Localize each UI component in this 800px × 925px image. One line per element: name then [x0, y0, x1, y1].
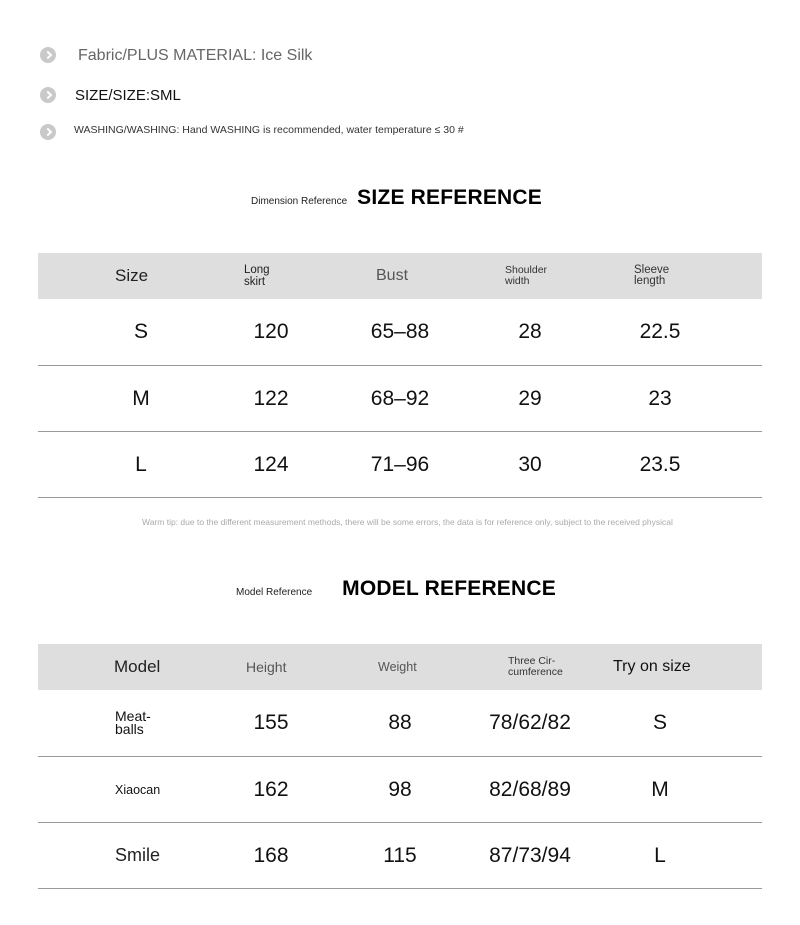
try-on-size-cell: L [654, 843, 666, 867]
model-reference-subtitle: Model Reference [236, 587, 313, 598]
sleeve-length-cell: 23 [648, 386, 672, 410]
long-skirt-cell: 120 [253, 320, 289, 343]
shoulder-width-cell: 29 [518, 386, 542, 410]
size-reference-title: SIZE REFERENCE [357, 186, 542, 209]
long-skirt-cell: 124 [253, 452, 289, 476]
header-sleeve-length: Sleeve length [634, 264, 670, 287]
three-circumference-cell: 87/73/94 [489, 843, 571, 867]
model-name-cell: Xiaocan [115, 782, 161, 797]
height-cell: 168 [253, 843, 289, 867]
height-cell: 155 [253, 711, 289, 734]
weight-cell: 115 [383, 843, 417, 867]
shoulder-width-cell: 28 [518, 320, 542, 343]
bust-cell: 68–92 [370, 386, 430, 410]
chevron-right-circle-icon [40, 87, 56, 103]
model-name-cell: Meat-balls [115, 708, 151, 737]
header-try-on-size: Try on size [613, 658, 691, 675]
chevron-right-circle-icon [40, 124, 56, 140]
model-table-header [38, 644, 762, 690]
table-row [38, 366, 762, 432]
size-cell: L [135, 452, 147, 476]
height-cell: 162 [253, 777, 289, 801]
table-row [38, 432, 762, 498]
table-row [38, 823, 762, 889]
warm-tip: Warm tip: due to the different measurement methods, there will be some errors, the data is for reference only, subject to the received physical [142, 517, 673, 527]
header-weight: Weight [378, 660, 417, 674]
model-table [38, 644, 762, 889]
bust-cell: 65–88 [370, 320, 430, 343]
header-shoulder-width: Shoulder width [505, 264, 548, 287]
size-cell: M [132, 386, 150, 410]
info-washing-text: WASHING/WASHING: Hand WASHING is recommended, water temperature ≤ 30 # [74, 124, 464, 136]
size-reference-heading [251, 186, 542, 210]
sleeve-length-cell: 23.5 [639, 452, 681, 476]
weight-cell: 88 [388, 711, 412, 734]
size-table-header [38, 253, 762, 299]
size-table [38, 253, 762, 498]
header-model: Model [114, 657, 161, 676]
chevron-right-circle-icon [40, 47, 56, 63]
header-height: Height [246, 659, 287, 675]
info-size-text: SIZE/SIZE:SML [75, 87, 181, 104]
info-fabric [40, 47, 312, 65]
info-fabric-text: Fabric/PLUS MATERIAL: Ice Silk [78, 47, 313, 64]
info-washing [40, 124, 464, 140]
header-three-circumference: Three Cir-cumference [508, 655, 563, 678]
bust-cell: 71–96 [370, 452, 430, 476]
sleeve-length-cell: 22.5 [639, 320, 681, 343]
info-size [40, 87, 181, 104]
table-row [38, 757, 762, 823]
model-reference-title: MODEL REFERENCE [342, 577, 556, 600]
table-row [38, 299, 762, 366]
model-name-cell: Smile [115, 845, 161, 865]
table-row [38, 690, 762, 757]
model-reference-heading [236, 577, 556, 601]
three-circumference-cell: 82/68/89 [489, 777, 571, 801]
header-size: Size [115, 266, 149, 285]
long-skirt-cell: 122 [253, 386, 289, 410]
weight-cell: 98 [388, 777, 412, 801]
shoulder-width-cell: 30 [518, 452, 542, 476]
size-reference-subtitle: Dimension Reference [251, 196, 348, 207]
header-long-skirt: Long skirt [244, 264, 270, 288]
three-circumference-cell: 78/62/82 [489, 711, 571, 734]
try-on-size-cell: M [651, 777, 669, 801]
try-on-size-cell: S [652, 711, 667, 734]
size-cell: S [133, 320, 148, 343]
header-bust: Bust [376, 267, 409, 284]
